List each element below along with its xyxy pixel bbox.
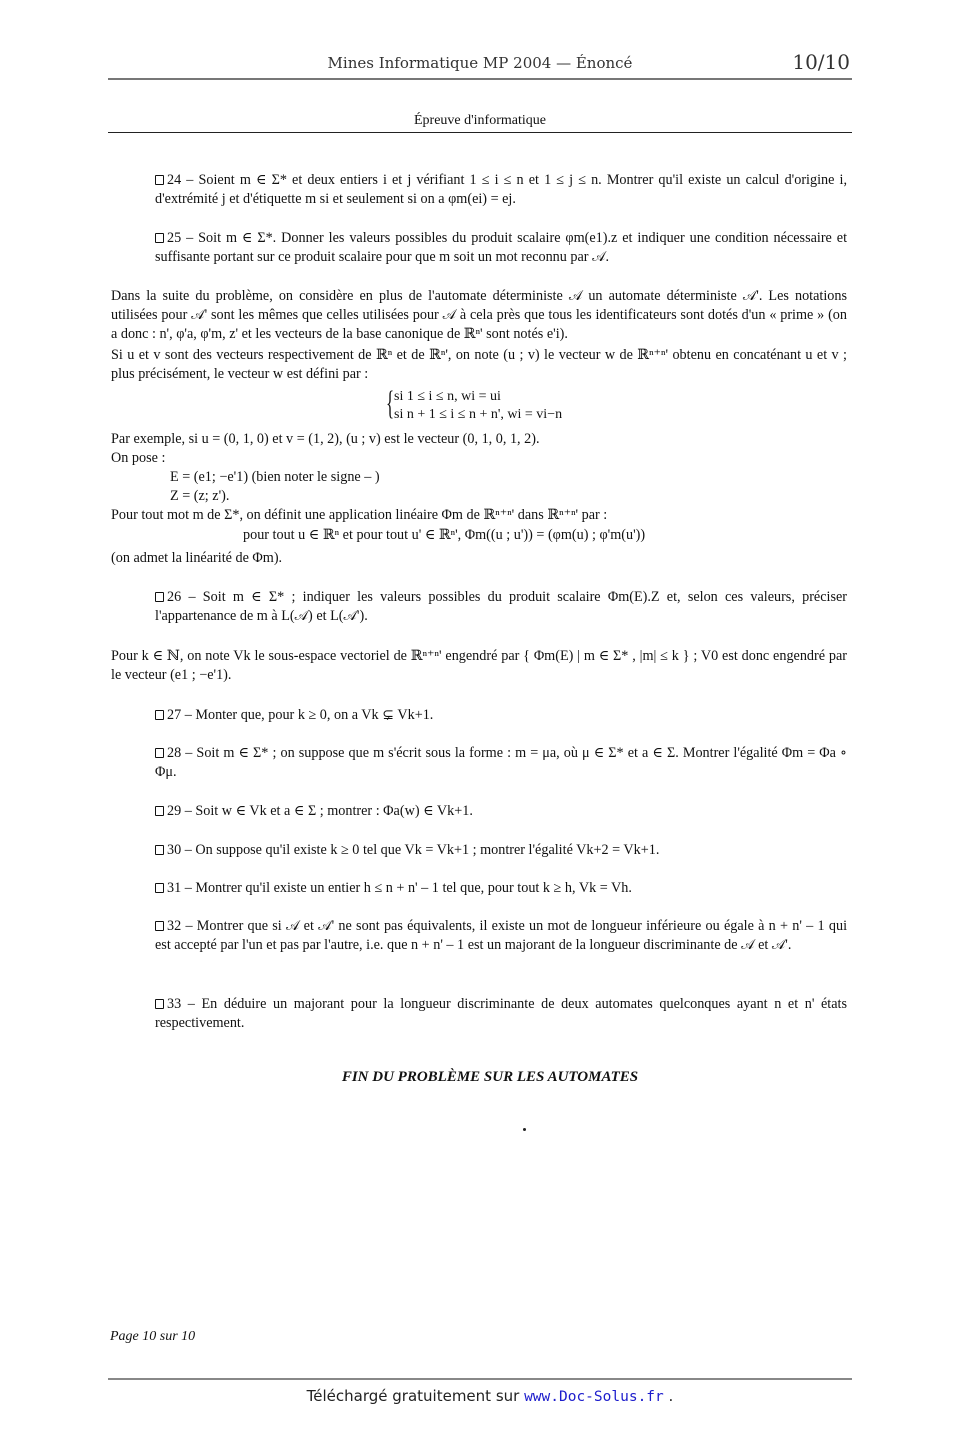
checkbox-icon [155, 710, 164, 720]
question-number: 32 [167, 918, 182, 934]
question-number: 31 [167, 880, 182, 896]
checkbox-icon [155, 845, 164, 855]
question-text: – Montrer qu'il existe un entier h ≤ n + n' – 1 tel que, pour tout k ≥ h, Vk = Vh. [184, 880, 632, 896]
page-footer: Page 10 sur 10 [110, 1329, 196, 1344]
question-text: – Soit w ∈ Vk et a ∈ Σ ; montrer : Φa(w) ∈ Vk+1. [184, 803, 473, 819]
phi-formula: pour tout u ∈ ℝⁿ et pour tout u' ∈ ℝⁿ', Φm((u ; u')) = (φm(u) ; φ'm(u')) [243, 527, 646, 543]
question-25 [155, 229, 847, 267]
phi-definition: Pour tout mot m de Σ*, on définit une application linéaire Φm de ℝⁿ⁺ⁿ' dans ℝⁿ⁺ⁿ' par : [111, 507, 608, 523]
checkbox-icon [155, 592, 164, 602]
checkbox-icon [155, 883, 164, 893]
document-title: Mines Informatique MP 2004 — Énoncé [327, 54, 633, 72]
checkbox-icon [155, 999, 164, 1009]
checkbox-icon [155, 921, 164, 931]
question-number: 30 [167, 842, 182, 858]
question-number: 25 [167, 230, 182, 246]
question-24 [155, 171, 847, 209]
question-text: – En déduire un majorant pour la longueur discriminante de deux automates quelconques ayant n et n' états respectivement. [155, 996, 848, 1031]
page-indicator: 10/10 [792, 50, 850, 74]
example-text: Par exemple, si u = (0, 1, 0) et v = (1, 2), (u ; v) est le vecteur (0, 1, 0, 1, 2). [111, 431, 540, 447]
footer-rule [108, 1378, 852, 1380]
question-text: – Soit m ∈ Σ* ; indiquer les valeurs possibles du produit scalaire Φm(E).Z et, selon ces valeurs, préciser l'appartenance de m à L(𝒜) et L(𝒜'). [155, 589, 848, 624]
question-number: 26 [167, 589, 182, 605]
question-text: – On suppose qu'il existe k ≥ 0 tel que Vk = Vk+1 ; montrer l'égalité Vk+2 = Vk+1. [184, 842, 660, 858]
question-number: 24 [167, 172, 182, 188]
question-33 [155, 995, 847, 1033]
question-number: 33 [167, 996, 182, 1012]
question-text: – Monter que, pour k ≥ 0, on a Vk ⊊ Vk+1. [184, 707, 434, 723]
question-number: 29 [167, 803, 182, 819]
question-text: – Soit m ∈ Σ*. Donner les valeurs possibles du produit scalaire φm(e1).z et indiquer une condition nécessaire et suffisante portant sur ce produit scalaire pour que m soit un mot reconnu par 𝒜. [155, 230, 848, 265]
exam-subtitle: Épreuve d'informatique [108, 113, 852, 133]
def-E: E = (e1; −e'1) (bien noter le signe – ) [170, 469, 380, 485]
question-text: – Soient m ∈ Σ* et deux entiers i et j vérifiant 1 ≤ i ≤ n et 1 ≤ j ≤ n. Montrer qu'il existe un calcul d'origine i, d'extrémité j et d'étiquette m si et seulement si on a φm(ei) = ej. [155, 172, 848, 207]
system-line-2: si n + 1 ≤ i ≤ n + n', wi = vi−n [394, 407, 563, 422]
running-header [108, 52, 852, 80]
checkbox-icon [155, 175, 164, 185]
question-28 [155, 744, 847, 782]
question-text: – Soit m ∈ Σ* ; on suppose que m s'écrit sous la forme : m = μa, où μ ∈ Σ* et a ∈ Σ. Montrer l'égalité Φm = Φa ∘ Φμ. [155, 745, 848, 780]
checkbox-icon [155, 748, 164, 758]
paragraph-concat: Si u et v sont des vecteurs respectivement de ℝⁿ et de ℝⁿ', on note (u ; v) le vecteur w de ℝⁿ⁺ⁿ' obtenu en concaténant u et v ; plus précisément, le vecteur w est défini par : [111, 347, 847, 382]
question-29 [155, 802, 847, 821]
question-26 [155, 588, 847, 626]
stray-dot [523, 1128, 526, 1131]
on-pose-text: On pose : [111, 450, 166, 466]
paragraph-intro: Dans la suite du problème, on considère en plus de l'automate déterministe 𝒜 un automate déterministe 𝒜'. Les notations utilisées pour 𝒜' sont les mêmes que celles utilisées pour 𝒜 à cela près que tous les identificateurs sont dotés d'un « prime » (on a donc : n', φ'a, φ'm, z' et les vecteurs de la base canonique de ℝⁿ' sont notés e'i). [111, 288, 847, 342]
question-number: 27 [167, 707, 182, 723]
definition-system [386, 385, 563, 424]
doc-solus-link[interactable]: www.Doc-Solus.fr [524, 1389, 664, 1405]
system-line-1: si 1 ≤ i ≤ n, wi = ui [394, 389, 501, 404]
checkbox-icon [155, 806, 164, 816]
download-suffix: . [663, 1387, 674, 1405]
download-text: Téléchargé gratuitement sur [306, 1387, 525, 1405]
question-27 [155, 706, 847, 725]
question-number: 28 [167, 745, 182, 761]
linearity-note: (on admet la linéarité de Φm). [111, 550, 283, 566]
question-text: – Montrer que si 𝒜 et 𝒜' ne sont pas équivalents, il existe un mot de longueur inférieure ou égale à n + n' – 1 qui est accepté par l'un et pas par l'autre, i.e. que n + n' – 1 est un majorant de la longueur discriminante de 𝒜 et 𝒜'. [155, 918, 848, 953]
question-32 [155, 917, 847, 955]
end-of-problem-title: FIN DU PROBLÈME SUR LES AUTOMATES [341, 1069, 639, 1085]
paragraph-vk: Pour k ∈ ℕ, on note Vk le sous-espace vectoriel de ℝⁿ⁺ⁿ' engendré par { Φm(E) | m ∈ Σ* , |m| ≤ k } ; V0 est donc engendré par le vecteur (e1 ; −e'1). [111, 648, 847, 683]
question-31 [155, 879, 847, 898]
checkbox-icon [155, 233, 164, 243]
brace-icon: { [386, 385, 395, 422]
question-30 [155, 841, 847, 860]
download-footer [0, 1387, 980, 1405]
def-Z: Z = (z; z'). [170, 488, 230, 504]
